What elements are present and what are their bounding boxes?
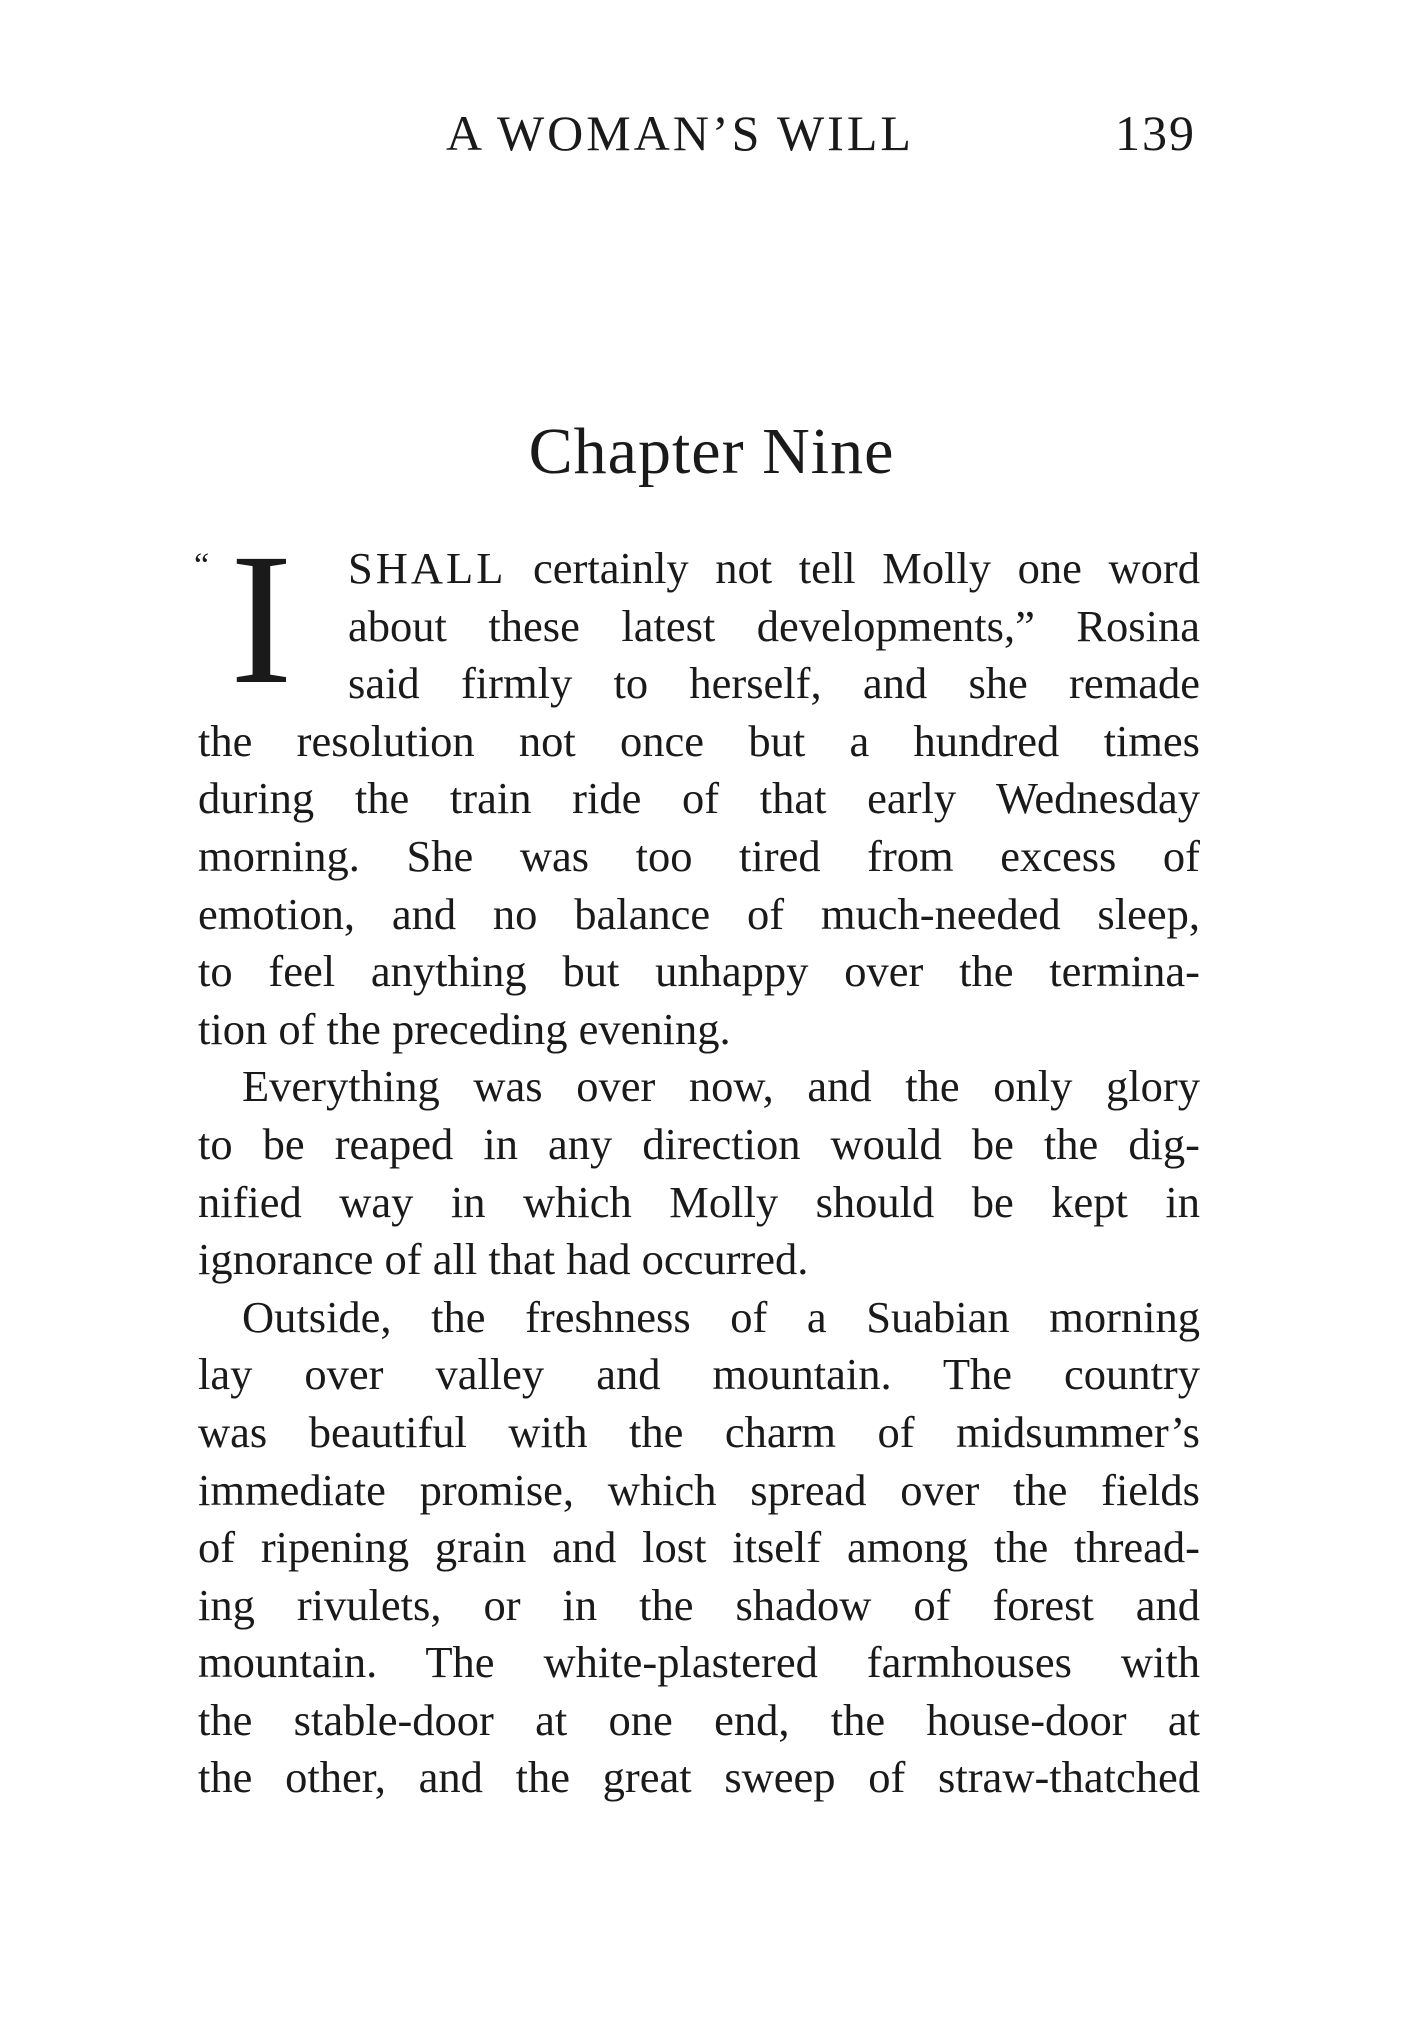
text-line: of ripening grain and lost itself among the thread- — [198, 1522, 1200, 1573]
drop-cap: I — [230, 514, 293, 723]
text-line: Outside, the freshness of a Suabian morning — [242, 1291, 1200, 1342]
opening-quote-mark: “ — [194, 547, 210, 584]
text-line: morning. She was too tired from excess of — [198, 830, 1200, 881]
text-line: was beautiful with the charm of midsummer’s — [198, 1406, 1200, 1457]
text-line: the other, and the great sweep of straw-thatched — [198, 1752, 1200, 1803]
text-line: to be reaped in any direction would be the dig- — [198, 1118, 1200, 1169]
text-line: immediate promise, which spread over the fields — [198, 1464, 1200, 1515]
body-text — [194, 514, 1200, 1807]
text-line: Everything was over now, and the only glory — [242, 1061, 1200, 1112]
text-line: nified way in which Molly should be kept in — [198, 1176, 1200, 1227]
text-line: the stable-door at one end, the house-door at — [198, 1694, 1200, 1745]
text-line-first — [198, 540, 1200, 598]
text-line: tion of the preceding evening. — [198, 1003, 731, 1054]
first-line-rest: certainly not tell Molly one word — [533, 543, 1200, 593]
text-line: the resolution not once but a hundred times — [198, 715, 1200, 766]
text-line: mountain. The white-plastered farmhouses with — [198, 1637, 1200, 1688]
text-line: lay over valley and mountain. The country — [198, 1349, 1200, 1400]
text-line: emotion, and no balance of much-needed sleep, — [198, 888, 1200, 939]
running-head — [0, 98, 1423, 168]
chapter-title: Chapter Nine — [528, 415, 895, 488]
text-line: ing rivulets, or in the shadow of forest and — [198, 1579, 1200, 1630]
text-line: to feel anything but unhappy over the termina- — [198, 946, 1200, 997]
text-line: during the train ride of that early Wednesday — [198, 773, 1200, 824]
text-line: about these latest developments,” Rosina — [348, 600, 1200, 651]
text-line: said firmly to herself, and she remade — [348, 658, 1200, 709]
page-number: 139 — [1115, 105, 1196, 161]
text-line: ignorance of all that had occurred. — [198, 1234, 809, 1285]
opening-word: SHALL — [348, 543, 507, 593]
running-title: A WOMAN’S WILL — [446, 105, 914, 161]
